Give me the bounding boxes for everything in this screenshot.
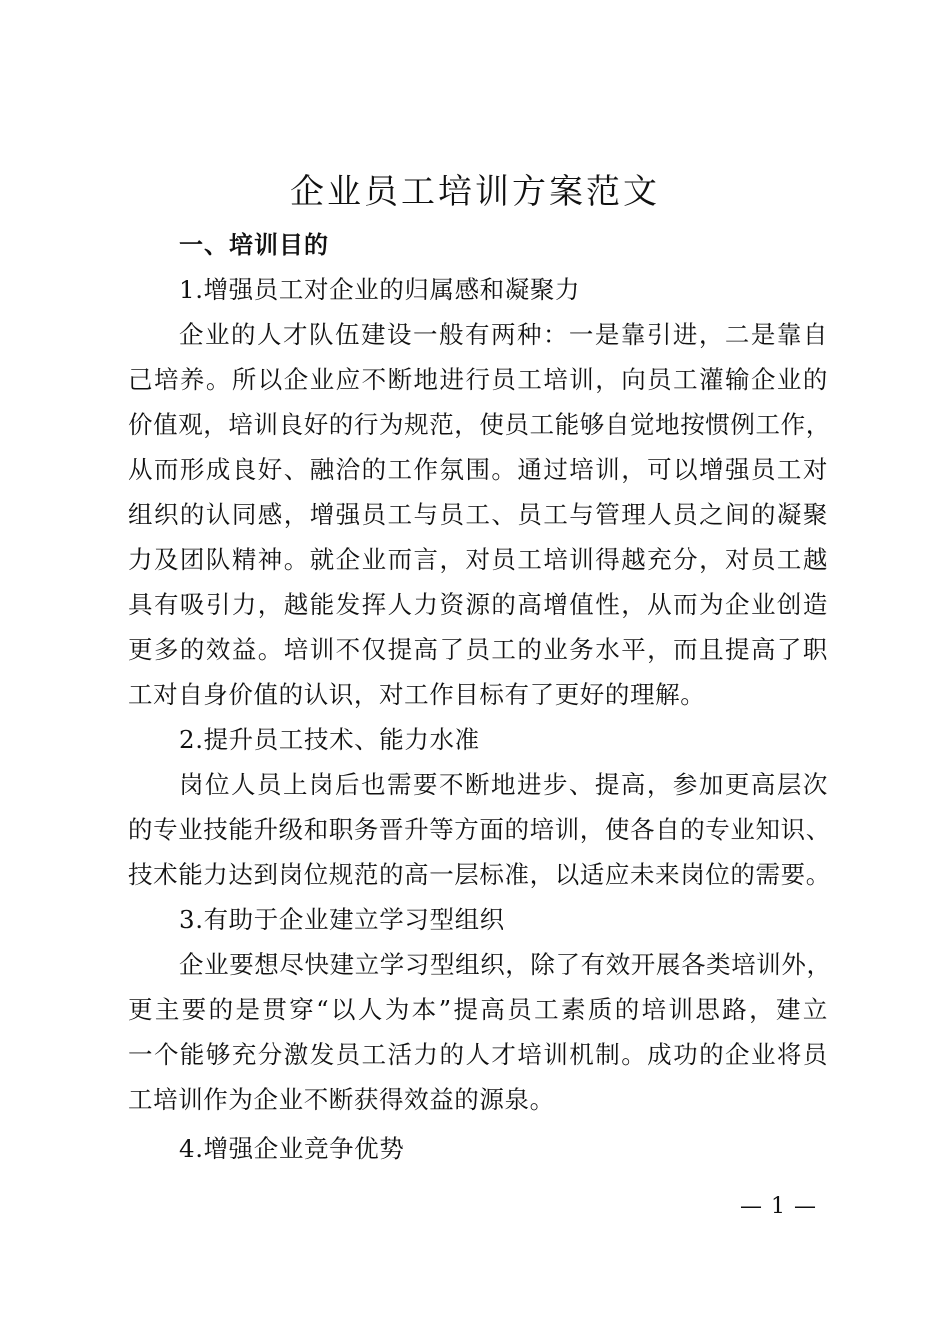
paragraph-line: 技术能力达到岗位规范的高一层标准，以适应未来岗位的需要。 <box>128 860 831 889</box>
paragraph-line: 力及团队精神。就企业而言，对员工培训得越充分，对员工越 <box>128 545 828 574</box>
page-number: — 1 — <box>740 1194 817 1219</box>
document-title: 企业员工培训方案范文 <box>290 172 660 212</box>
paragraph-line: 的专业技能升级和职务晋升等方面的培训，使各自的专业知识、 <box>128 815 831 844</box>
subsection-heading: 2.提升员工技术、能力水准 <box>179 725 480 754</box>
subsection-heading: 4.增强企业竞争优势 <box>179 1134 405 1163</box>
section-heading: 一、培训目的 <box>179 231 329 259</box>
paragraph-line: 组织的认同感，增强员工与员工、员工与管理人员之间的凝聚 <box>128 500 828 529</box>
subsection-heading: 1.增强员工对企业的归属感和凝聚力 <box>179 275 581 304</box>
paragraph-line: 企业的人才队伍建设一般有两种：一是靠引进，二是靠自 <box>179 320 828 349</box>
paragraph-line: 工培训作为企业不断获得效益的源泉。 <box>128 1085 555 1114</box>
paragraph-line: 价值观，培训良好的行为规范，使员工能够自觉地按惯例工作， <box>128 410 831 439</box>
paragraph-line: 更主要的是贯穿“以人为本”提高员工素质的培训思路，建立 <box>128 995 828 1024</box>
paragraph-line: 从而形成良好、融洽的工作氛围。通过培训，可以增强员工对 <box>128 455 828 484</box>
paragraph-line: 具有吸引力，越能发挥人力资源的高增值性，从而为企业创造 <box>128 590 828 619</box>
paragraph-line: 更多的效益。培训不仅提高了员工的业务水平，而且提高了职 <box>128 635 828 664</box>
paragraph-line: 己培养。所以企业应不断地进行员工培训，向员工灌输企业的 <box>128 365 828 394</box>
paragraph-line: 一个能够充分激发员工活力的人才培训机制。成功的企业将员 <box>128 1040 828 1069</box>
paragraph-line: 岗位人员上岗后也需要不断地进步、提高，参加更高层次 <box>179 770 828 799</box>
subsection-heading: 3.有助于企业建立学习型组织 <box>179 905 505 934</box>
paragraph-line: 工对自身价值的认识，对工作目标有了更好的理解。 <box>128 680 706 709</box>
paragraph-line: 企业要想尽快建立学习型组织，除了有效开展各类培训外， <box>179 950 832 979</box>
